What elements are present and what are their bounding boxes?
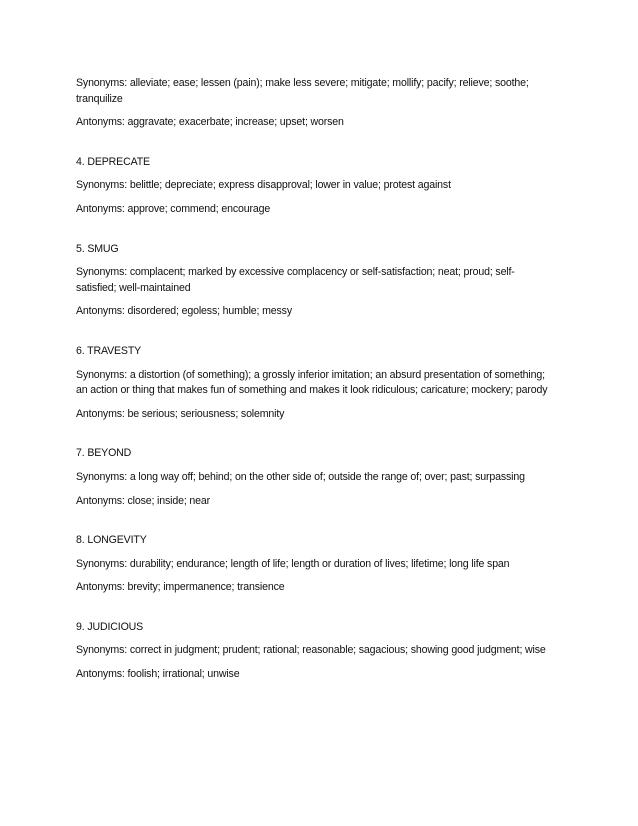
entry-heading: 5. SMUG: [76, 242, 119, 255]
entry-heading: 7. BEYOND: [76, 447, 132, 460]
synonyms-text: Synonyms: a long way off; behind; on the other side of; outside the range of; over; past; surpassing: [76, 470, 525, 483]
document-page: [76, 76, 552, 683]
entry-heading: 4. DEPRECATE: [76, 155, 150, 168]
entry-4: [76, 155, 552, 218]
antonyms-text: Antonyms: disordered; egoless; humble; messy: [76, 305, 292, 318]
synonyms-text: Synonyms: a distortion (of something); a grossly inferior imitation; an absurd presentation of something; an action or thing that makes fun of something and makes it look ridiculous; caricature; mockery; parody: [76, 368, 548, 397]
entry-6: [76, 344, 552, 422]
synonyms-text: Synonyms: correct in judgment; prudent; rational; reasonable; sagacious; showing good judgment; wise: [76, 644, 546, 657]
antonyms-text: Antonyms: brevity; impermanence; transience: [76, 581, 285, 594]
entry-9: [76, 620, 552, 683]
entry-8: [76, 533, 552, 596]
synonyms-text: Synonyms: belittle; depreciate; express disapproval; lower in value; protest against: [76, 179, 451, 192]
entry-heading: 9. JUDICIOUS: [76, 620, 144, 633]
antonyms-text: Antonyms: be serious; seriousness; solemnity: [76, 407, 285, 420]
antonyms-text: Antonyms: aggravate; exacerbate; increase; upset; worsen: [76, 116, 344, 129]
antonyms-text: Antonyms: close; inside; near: [76, 494, 211, 507]
antonyms-text: Antonyms: foolish; irrational; unwise: [76, 668, 240, 681]
antonyms-text: Antonyms: approve; commend; encourage: [76, 202, 271, 215]
entry-7: [76, 446, 552, 509]
entry-5: [76, 242, 552, 320]
entry-heading: 8. LONGEVITY: [76, 534, 147, 547]
entry-heading: 6. TRAVESTY: [76, 344, 142, 357]
entry-3: [76, 76, 552, 131]
synonyms-text: Synonyms: complacent; marked by excessive complacency or self-satisfaction; neat; proud; self-satisfied; well-maintained: [76, 266, 515, 294]
synonyms-text: Synonyms: alleviate; ease; lessen (pain); make less severe; mitigate; mollify; pacify; relieve; soothe; tranquilize: [76, 77, 529, 105]
synonyms-text: Synonyms: durability; endurance; length of life; length or duration of lives; lifetime; long life span: [76, 557, 510, 570]
